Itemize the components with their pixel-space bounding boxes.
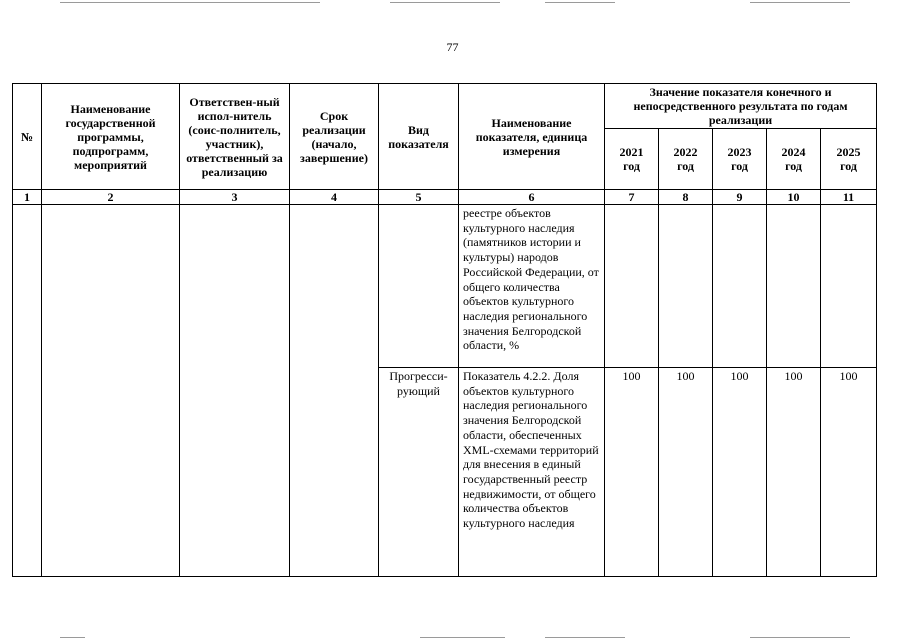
cell-indicator-type: Прогресси-рующий [379, 368, 459, 577]
cell-indicator-name: реестре объектов культурного наследия (памятников истории и культуры) народов Российской Федерации, от общего количества объектов культурного наследия регионального значения Белгородской области, % [459, 205, 605, 368]
header-year-2023 [713, 129, 767, 190]
header-year-2022 [659, 129, 713, 190]
cell-indicator-name: Показатель 4.2.2. Доля объектов культурного наследия регионального значения Белгородской области, обеспеченных XML-схемами территорий для внесения в единый государственный реестр недвижимости, от общего количества объектов культурного наследия [459, 368, 605, 577]
column-number: 7 [605, 190, 659, 205]
cell-value-2024 [767, 205, 821, 368]
scan-edge-line [545, 637, 625, 638]
header-period: Срок реализации (начало, завершение) [290, 84, 379, 190]
column-number: 6 [459, 190, 605, 205]
scan-edge-line [60, 637, 85, 638]
header-indicator-type: Вид показателя [379, 84, 459, 190]
header-number: № [13, 84, 42, 190]
column-number: 1 [13, 190, 42, 205]
column-number: 2 [42, 190, 180, 205]
column-number: 11 [821, 190, 877, 205]
year-label: 2022 [673, 145, 698, 159]
cell-period [290, 205, 379, 577]
column-number: 10 [767, 190, 821, 205]
column-number: 8 [659, 190, 713, 205]
header-year-2025 [821, 129, 877, 190]
scan-edge-line [750, 637, 850, 638]
year-label: 2023 [727, 145, 752, 159]
scan-edge-line [750, 2, 850, 3]
cell-value-2025 [821, 205, 877, 368]
scan-edge-line [545, 2, 615, 3]
header-year-2021 [605, 129, 659, 190]
column-number: 4 [290, 190, 379, 205]
year-unit: год [731, 159, 748, 173]
column-numbers-row [13, 190, 877, 205]
header-row [13, 84, 877, 129]
scan-edge-line [390, 2, 500, 3]
year-unit: год [785, 159, 802, 173]
cell-indicator-type [379, 205, 459, 368]
page-number: 77 [446, 40, 459, 54]
year-unit: год [623, 159, 640, 173]
year-label: 2024 [781, 145, 806, 159]
year-label: 2025 [836, 145, 861, 159]
column-number: 9 [713, 190, 767, 205]
header-year-2024 [767, 129, 821, 190]
table-row [13, 205, 877, 368]
header-program: Наименование государственной программы, подпрограмм, мероприятий [42, 84, 180, 190]
cell-value-2025: 100 [821, 368, 877, 577]
scan-edge-line [420, 637, 505, 638]
column-number: 3 [180, 190, 290, 205]
cell-value-2023: 100 [713, 368, 767, 577]
cell-value-2022 [659, 205, 713, 368]
cell-value-2021: 100 [605, 368, 659, 577]
cell-value-2021 [605, 205, 659, 368]
year-unit: год [677, 159, 694, 173]
cell-responsible [180, 205, 290, 577]
year-unit: год [840, 159, 857, 173]
cell-number [13, 205, 42, 577]
year-label: 2021 [619, 145, 644, 159]
cell-value-2023 [713, 205, 767, 368]
cell-value-2024: 100 [767, 368, 821, 577]
scan-edge-line [60, 2, 320, 3]
header-responsible: Ответствен-ный испол-нитель (соис-полнитель, участник), ответственный за реализацию [180, 84, 290, 190]
indicators-table [12, 83, 877, 577]
header-indicator-name: Наименование показателя, единица измерения [459, 84, 605, 190]
cell-value-2022: 100 [659, 368, 713, 577]
column-number: 5 [379, 190, 459, 205]
cell-program [42, 205, 180, 577]
header-values-group: Значение показателя конечного и непосредственного результата по годам реализации [605, 84, 877, 129]
